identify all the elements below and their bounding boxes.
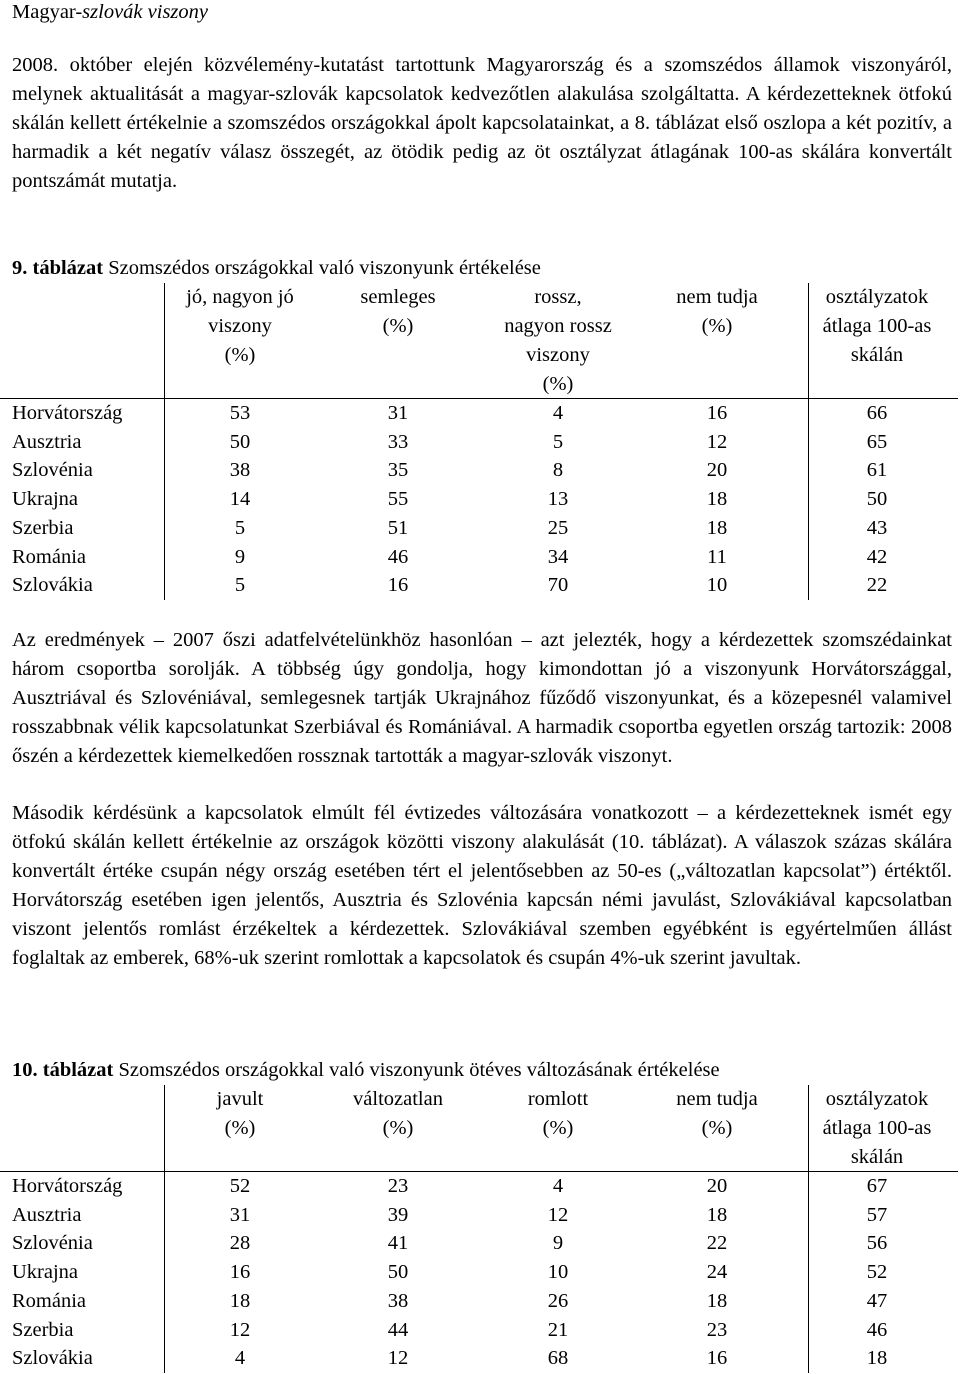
table10-caption-text: Szomszédos országokkal való viszonyunk ötéves változásának értékelése xyxy=(113,1059,720,1081)
table-row xyxy=(12,543,952,572)
row-value: 50 xyxy=(866,488,888,511)
running-header-prefix: Magyar- xyxy=(12,1,83,23)
row-value: 56 xyxy=(866,1232,888,1255)
row-value: 12 xyxy=(229,1318,251,1341)
table9-col-header-line: (%) xyxy=(382,315,414,337)
row-value: 46 xyxy=(866,1318,888,1341)
row-value: 5 xyxy=(234,574,246,597)
table9-caption xyxy=(12,254,541,283)
table9-column-rule xyxy=(808,283,809,600)
table10-caption-label: 10. táblázat xyxy=(12,1059,114,1081)
row-country: Horvátország xyxy=(12,1175,123,1197)
row-country: Szlovákia xyxy=(12,1347,93,1370)
row-value: 18 xyxy=(866,1347,888,1370)
row-value: 4 xyxy=(552,1175,564,1197)
table10-col-header-4 xyxy=(657,1085,777,1143)
row-value: 8 xyxy=(552,459,564,482)
table10-col-header-1 xyxy=(165,1085,315,1143)
table-row xyxy=(12,485,952,514)
table10-col-header-line: változatlan xyxy=(353,1088,443,1110)
table9-col-header-line: átlaga 100-as xyxy=(822,315,932,337)
row-value: 14 xyxy=(229,488,251,511)
row-country: Románia xyxy=(12,545,87,568)
row-value: 9 xyxy=(552,1232,564,1255)
row-country: Szlovákia xyxy=(12,574,93,597)
table9-col-header-line: rossz, xyxy=(534,286,582,308)
row-value: 13 xyxy=(547,488,569,511)
row-country: Ausztria xyxy=(12,1203,82,1226)
row-value: 33 xyxy=(387,430,409,453)
row-value: 12 xyxy=(547,1203,569,1226)
table9-col-header-line: semleges xyxy=(360,286,436,308)
row-value: 16 xyxy=(229,1261,251,1284)
table10-col-header-2 xyxy=(343,1085,453,1143)
row-value: 34 xyxy=(547,545,569,568)
row-value: 39 xyxy=(387,1203,409,1226)
row-value: 26 xyxy=(547,1289,569,1312)
table-row xyxy=(12,1229,952,1258)
row-value: 50 xyxy=(229,430,251,453)
table-row xyxy=(12,456,952,485)
row-value: 10 xyxy=(706,574,728,597)
row-value: 43 xyxy=(866,516,888,539)
table10-col-header-line: (%) xyxy=(382,1117,414,1139)
row-country: Szlovénia xyxy=(12,459,93,482)
table9-col-header-line: nagyon rossz xyxy=(504,315,612,337)
intro-paragraph: 2008. október elején közvélemény-kutatást tartottunk Magyarország és a szomszédos államok viszonyáról, melynek aktualitását a magyar-szlovák kapcsolatok kedvezőtlen alakulása szolgáltatta. A kérdezetteknek ötfokú skálán kellett értékelnie a szomszédos országokkal ápolt kapcsolatainkat, a 8. táblázat első oszlopa a két pozitív, a harmadik a két negatív válasz összegét, az ötödik pedig az öt osztályzat átlagának 100-as skálára konvertált pontszámát mutatja. xyxy=(12,54,952,192)
row-value: 21 xyxy=(547,1318,569,1341)
row-value: 23 xyxy=(706,1318,728,1341)
table9-column-rule xyxy=(164,283,165,600)
row-value: 61 xyxy=(866,459,888,482)
table9-caption-text: Szomszédos országokkal való viszonyunk értékelése xyxy=(103,257,541,279)
table10-col-header-line: átlaga 100-as xyxy=(822,1117,932,1139)
row-value: 57 xyxy=(866,1203,888,1226)
row-value: 22 xyxy=(866,574,888,597)
table9-col-header-2 xyxy=(343,283,453,341)
table9-col-header-line: jó, nagyon jó xyxy=(186,286,294,308)
row-value: 20 xyxy=(706,1175,728,1197)
table9-caption-label: 9. táblázat xyxy=(12,257,104,279)
row-country: Ukrajna xyxy=(12,488,79,511)
table-row xyxy=(12,1344,952,1373)
row-value: 44 xyxy=(387,1318,409,1341)
table10-col-header-line: (%) xyxy=(701,1117,733,1139)
row-value: 9 xyxy=(234,545,246,568)
row-country: Horvátország xyxy=(12,402,123,424)
row-value: 16 xyxy=(706,402,728,424)
row-value: 46 xyxy=(387,545,409,568)
row-value: 10 xyxy=(547,1261,569,1284)
row-value: 18 xyxy=(706,1289,728,1312)
change-paragraph: Második kérdésünk a kapcsolatok elmúlt fél évtizedes változására vonatkozott – a kérdezetteknek ismét egy ötfokú skálán kellett értékelnie az országok közötti viszony alakulását (10. táblázat). A válaszok százas skálára konvertált értéke csupán négy ország esetében tért el jelentősebben az 50-es („változatlan kapcsolat”) értéktől. Horvátország esetében igen jelentős, Ausztria és Szlovénia kapcsán némi javulást, Szlovákiával kapcsolatban viszont jelentős romlást érzékeltek a kérdezettek. Szlovákiával szemben egyébként is egyértelműen állást foglaltak az emberek, 68%-uk szerint romlottak a kapcsolatok és csupán 4%-uk szerint javultak. xyxy=(12,802,952,969)
row-value: 12 xyxy=(387,1347,409,1370)
table9-col-header-3 xyxy=(483,283,633,399)
row-value: 35 xyxy=(387,459,409,482)
table10-column-rule xyxy=(164,1085,165,1373)
table9-col-header-line: (%) xyxy=(224,344,256,366)
results-paragraph: Az eredmények – 2007 őszi adatfelvételünkhöz hasonlóan – azt jelezték, hogy a kérdezettek szomszédainkat három csoportba sorolják. A többség úgy gondolja, hogy kimondottan jó a viszonyunk Horvátországgal, Ausztriával és Szlovéniával, semlegesnek tartják Ukrajnához fűződő viszonyunkat, és a közepesnél valamivel rosszabbnak vélik kapcsolatunkat Szerbiával és Romániával. A harmadik csoportba egyetlen ország tartozik: 2008 őszén a kérdezettek kiemelkedően rossznak tartották a magyar-szlovák viszonyt. xyxy=(12,629,952,767)
row-value: 24 xyxy=(706,1261,728,1284)
row-value: 31 xyxy=(229,1203,251,1226)
running-header-italic: szlovák viszony xyxy=(82,1,208,23)
row-value: 18 xyxy=(706,516,728,539)
row-value: 41 xyxy=(387,1232,409,1255)
row-value: 65 xyxy=(866,430,888,453)
row-value: 50 xyxy=(387,1261,409,1284)
row-value: 18 xyxy=(229,1289,251,1312)
row-value: 22 xyxy=(706,1232,728,1255)
row-value: 18 xyxy=(706,1203,728,1226)
table10-col-header-line: (%) xyxy=(224,1117,256,1139)
row-value: 5 xyxy=(234,516,246,539)
row-value: 38 xyxy=(229,459,251,482)
row-value: 20 xyxy=(706,459,728,482)
table9-col-header-1 xyxy=(165,283,315,370)
row-country: Románia xyxy=(12,1289,87,1312)
row-country: Szerbia xyxy=(12,516,74,539)
row-value: 68 xyxy=(547,1347,569,1370)
row-country: Ausztria xyxy=(12,430,82,453)
row-value: 4 xyxy=(552,402,564,424)
table-row xyxy=(12,1316,952,1345)
row-value: 53 xyxy=(229,402,251,424)
table10-col-header-line: javult xyxy=(216,1088,264,1110)
table9-col-header-line: osztályzatok xyxy=(825,286,929,308)
row-value: 70 xyxy=(547,574,569,597)
table10-col-header-5 xyxy=(802,1085,952,1172)
table9-col-header-line: viszony xyxy=(526,344,590,366)
table-row xyxy=(12,514,952,543)
table-row xyxy=(12,428,952,457)
table10-col-header-line: osztályzatok xyxy=(825,1088,929,1110)
table9-col-header-line: nem tudja xyxy=(676,286,758,308)
table-row xyxy=(12,1258,952,1287)
row-value: 16 xyxy=(387,574,409,597)
row-value: 28 xyxy=(229,1232,251,1255)
table10-caption xyxy=(12,1056,720,1085)
table-row xyxy=(12,571,952,600)
row-value: 31 xyxy=(387,402,409,424)
table-row xyxy=(12,1201,952,1230)
table10-col-header-line: (%) xyxy=(542,1117,574,1139)
row-value: 18 xyxy=(706,488,728,511)
table9-col-header-5 xyxy=(802,283,952,370)
table10-col-header-line: romlott xyxy=(527,1088,589,1110)
table10-col-header-line: skálán xyxy=(850,1146,904,1168)
row-value: 23 xyxy=(387,1175,409,1197)
table10-col-header-line: nem tudja xyxy=(676,1088,758,1110)
table9-col-header-4 xyxy=(657,283,777,341)
table9-col-header-line: viszony xyxy=(208,315,272,337)
row-value: 67 xyxy=(866,1175,888,1197)
row-value: 52 xyxy=(229,1175,251,1197)
table-row xyxy=(12,399,952,428)
table-row xyxy=(12,1287,952,1316)
row-country: Szerbia xyxy=(12,1318,74,1341)
table10-column-rule xyxy=(808,1085,809,1373)
row-value: 38 xyxy=(387,1289,409,1312)
row-value: 5 xyxy=(552,430,564,453)
running-header xyxy=(12,0,208,24)
row-value: 42 xyxy=(866,545,888,568)
table10-col-header-3 xyxy=(483,1085,633,1143)
row-value: 25 xyxy=(547,516,569,539)
row-value: 52 xyxy=(866,1261,888,1284)
row-value: 55 xyxy=(387,488,409,511)
row-value: 51 xyxy=(387,516,409,539)
table9-col-header-line: skálán xyxy=(850,344,904,366)
row-country: Ukrajna xyxy=(12,1261,79,1284)
row-value: 66 xyxy=(866,402,888,424)
row-value: 12 xyxy=(706,430,728,453)
table9-col-header-line: (%) xyxy=(542,373,574,395)
row-value: 11 xyxy=(707,545,727,568)
table9-col-header-line: (%) xyxy=(701,315,733,337)
row-value: 4 xyxy=(234,1347,246,1370)
row-value: 47 xyxy=(866,1289,888,1312)
row-country: Szlovénia xyxy=(12,1232,93,1255)
row-value: 16 xyxy=(706,1347,728,1370)
table-row xyxy=(12,1172,952,1201)
